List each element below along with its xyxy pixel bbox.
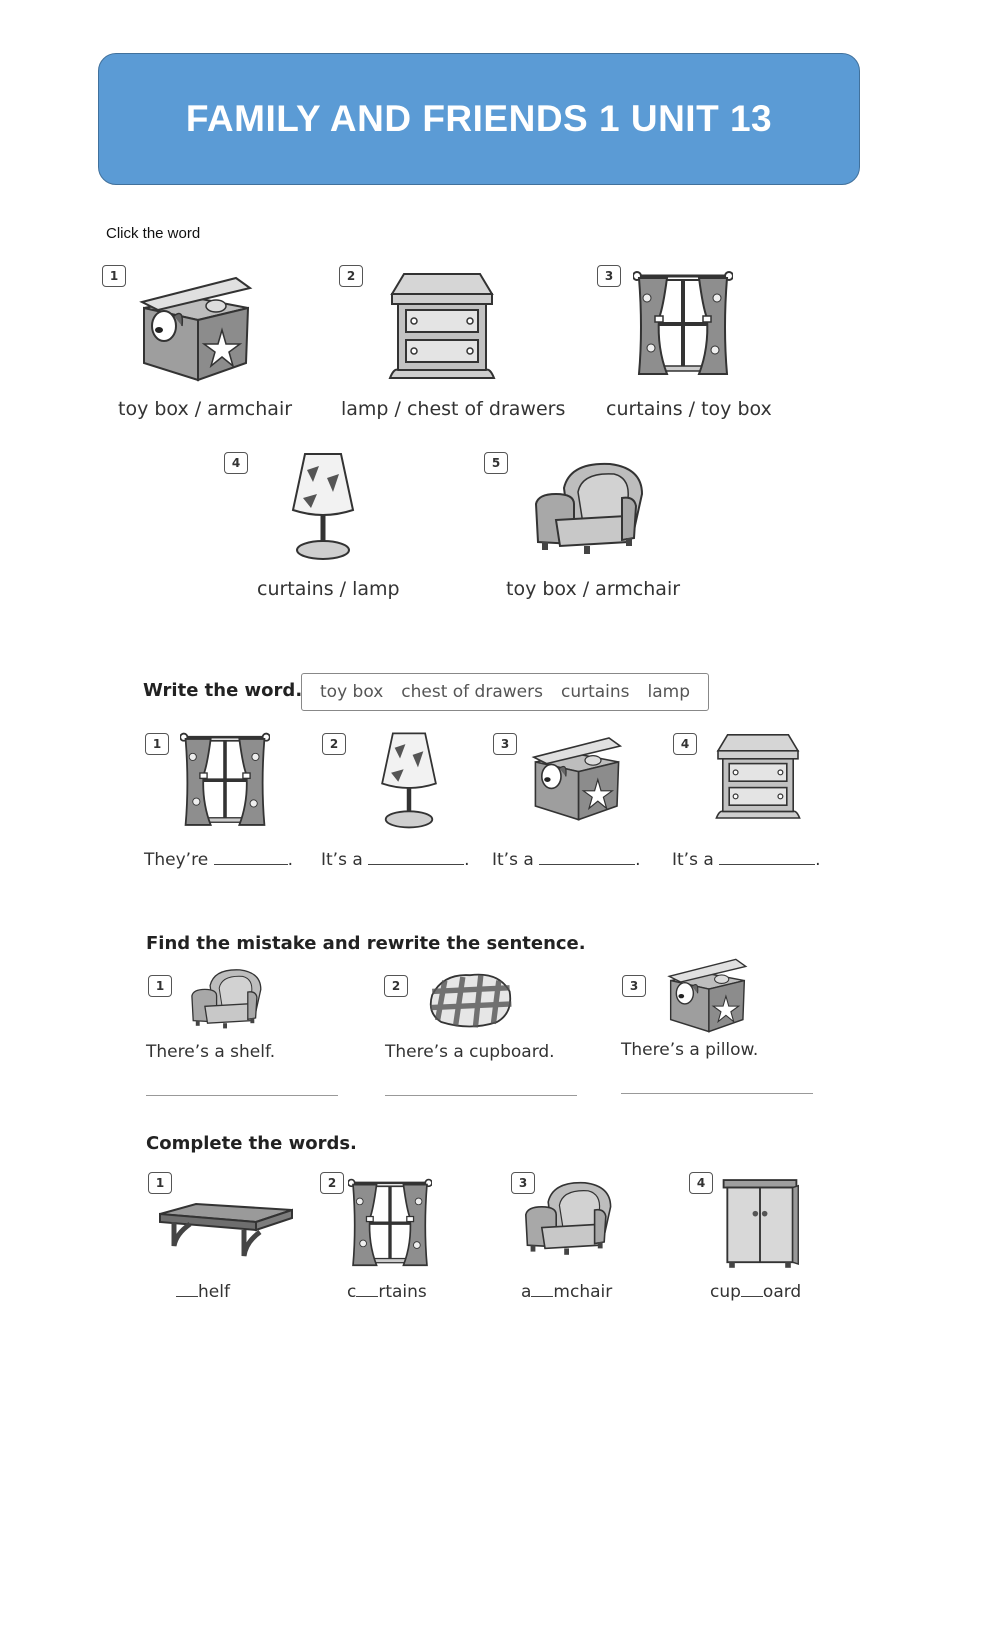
item-number: 4 — [224, 452, 248, 474]
item-number: 1 — [102, 265, 126, 287]
sentence: They’re . — [144, 850, 293, 870]
curtains-picture — [633, 268, 733, 383]
item-number: 2 — [320, 1172, 344, 1194]
item-number: 5 — [484, 452, 508, 474]
item-number: 3 — [597, 265, 621, 287]
toy-box-picture — [136, 268, 256, 383]
toy-box-picture — [529, 730, 625, 822]
answer-blank[interactable] — [719, 848, 815, 865]
item-number: 2 — [384, 975, 408, 997]
sentence: It’s a . — [672, 850, 821, 870]
word-choice[interactable]: toy box / armchair — [506, 578, 681, 600]
title-banner — [98, 53, 860, 185]
curtains-picture — [348, 1176, 432, 1273]
word-puzzle: a mchair — [521, 1282, 613, 1302]
item-number: 3 — [493, 733, 517, 755]
answer-blank[interactable] — [368, 848, 464, 865]
answer-line[interactable] — [621, 1093, 813, 1094]
complete-words-instruction: Complete the words. — [146, 1133, 357, 1154]
word-choice[interactable]: curtains / lamp — [257, 578, 400, 600]
write-word-instruction: Write the word. — [143, 680, 303, 701]
armchair-picture — [521, 1178, 617, 1258]
sentence: It’s a . — [492, 850, 641, 870]
cupboard-picture — [718, 1176, 802, 1270]
sentence: There’s a shelf. — [146, 1042, 276, 1062]
answer-blank[interactable] — [539, 848, 635, 865]
letter-blank[interactable] — [741, 1280, 763, 1297]
word-puzzle: helf — [176, 1280, 230, 1302]
toy-box-picture — [665, 952, 750, 1034]
word-bank-item: lamp — [647, 682, 691, 702]
click-word-instruction: Click the word — [106, 225, 201, 242]
lamp-picture — [373, 728, 445, 831]
sentence: There’s a pillow. — [621, 1040, 759, 1060]
letter-blank[interactable] — [176, 1280, 198, 1297]
letter-blank[interactable] — [356, 1280, 378, 1297]
item-number: 1 — [145, 733, 169, 755]
lamp-picture — [283, 448, 363, 563]
word-choice[interactable]: toy box / armchair — [118, 398, 293, 420]
word-bank-item: curtains — [560, 682, 630, 702]
shelf-picture — [156, 1200, 296, 1260]
item-number: 2 — [339, 265, 363, 287]
chest-of-drawers-picture — [382, 268, 502, 383]
find-mistake-instruction: Find the mistake and rewrite the sentence. — [146, 933, 586, 954]
letter-blank[interactable] — [531, 1280, 553, 1297]
item-number: 3 — [622, 975, 646, 997]
curtains-picture — [180, 730, 270, 833]
pillow-picture — [425, 968, 515, 1031]
item-number: 1 — [148, 975, 172, 997]
answer-blank[interactable] — [214, 848, 288, 865]
word-puzzle: c rtains — [347, 1282, 427, 1302]
sentence: There’s a cupboard. — [385, 1042, 555, 1062]
armchair-picture — [530, 458, 650, 558]
item-number: 4 — [689, 1172, 713, 1194]
item-number: 1 — [148, 1172, 172, 1194]
page-title: FAMILY AND FRIENDS 1 UNIT 13 — [185, 98, 773, 139]
word-bank-item: chest of drawers — [401, 682, 543, 702]
word-bank — [301, 673, 709, 711]
word-bank-item: toy box — [320, 682, 384, 702]
word-puzzle: cup oard — [710, 1282, 802, 1302]
item-number: 3 — [511, 1172, 535, 1194]
answer-line[interactable] — [146, 1095, 338, 1096]
word-choice[interactable]: curtains / toy box — [606, 398, 772, 420]
chest-of-drawers-picture — [710, 730, 806, 822]
armchair-picture — [188, 966, 266, 1031]
word-choice[interactable]: lamp / chest of drawers — [341, 398, 566, 420]
item-number: 4 — [673, 733, 697, 755]
sentence: It’s a . — [321, 850, 470, 870]
answer-line[interactable] — [385, 1095, 577, 1096]
item-number: 2 — [322, 733, 346, 755]
